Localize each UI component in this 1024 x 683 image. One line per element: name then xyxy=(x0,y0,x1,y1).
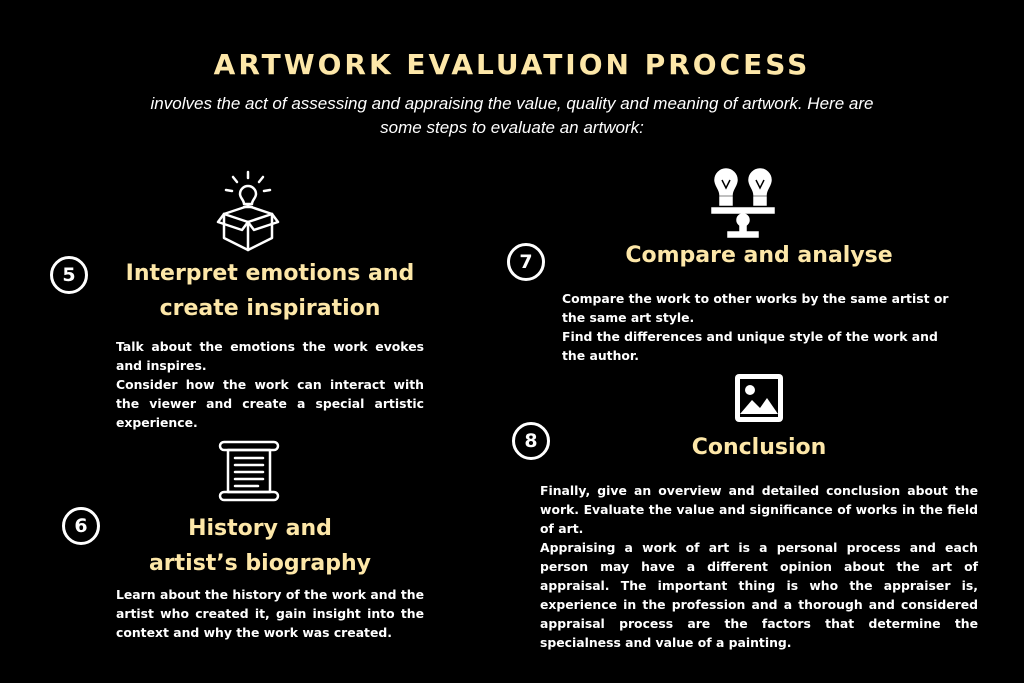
scroll-icon xyxy=(218,440,280,502)
step-paragraph: Finally, give an overview and detailed conclusion about the work. Evaluate the value and significance of works in the field of art. xyxy=(540,483,978,536)
step-paragraph: Appraising a work of art is a personal process and each person may have a different opinion about the art of appraisal. The important thing is who the appraiser is, experience in the profession and a thorough and considered appraisal process are the factors that determine the specialness and value of a painting. xyxy=(540,540,978,650)
step-paragraph: Find the differences and unique style of the work and the author. xyxy=(562,329,938,363)
step-heading-line: Compare and analyse xyxy=(625,243,893,268)
step-body xyxy=(116,585,424,642)
page-title: ARTWORK EVALUATION PROCESS xyxy=(213,48,811,81)
step-heading xyxy=(110,256,430,326)
balance-bulbs-icon xyxy=(710,168,776,238)
step-heading-line: create inspiration xyxy=(159,296,381,321)
step-body xyxy=(540,481,978,652)
step-paragraph: Compare the work to other works by the same artist or the same art style. xyxy=(562,291,949,325)
step-heading xyxy=(640,430,878,465)
step-heading-line: History and xyxy=(188,516,332,541)
page-subtitle: involves the act of assessing and appraising the value, quality and meaning of artwork. Here are some steps to evaluate an artwork: xyxy=(150,94,874,137)
step-body xyxy=(562,289,962,365)
image-icon xyxy=(735,374,783,422)
step-heading xyxy=(590,238,928,273)
step-heading xyxy=(120,511,400,581)
step-heading-line: Interpret emotions and xyxy=(125,261,415,286)
step-number-badge: 7 xyxy=(507,243,545,281)
step-number-badge: 6 xyxy=(62,507,100,545)
step-heading-line: Conclusion xyxy=(691,435,827,460)
step-number-badge: 5 xyxy=(50,256,88,294)
step-body xyxy=(116,337,424,432)
step-paragraph: Learn about the history of the work and the artist who created it, gain insight into the context and why the work was created. xyxy=(116,587,424,640)
lightbulb-box-icon xyxy=(218,170,278,252)
step-paragraph: Consider how the work can interact with the viewer and create a special artistic experience. xyxy=(116,377,424,430)
step-number-badge: 8 xyxy=(512,422,550,460)
step-heading-line: artist’s biography xyxy=(148,551,372,576)
step-paragraph: Talk about the emotions the work evokes and inspires. xyxy=(116,339,424,373)
